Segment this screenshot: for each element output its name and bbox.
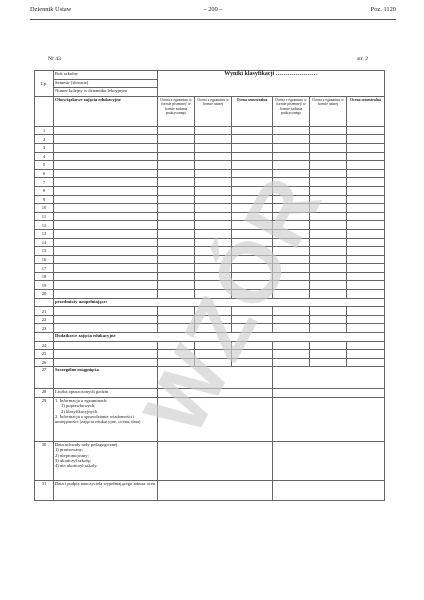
grade-cell[interactable] bbox=[273, 143, 310, 152]
grade-cell[interactable] bbox=[158, 135, 195, 144]
row-number: 17 bbox=[35, 264, 54, 273]
page-number: – 209 – bbox=[203, 6, 223, 13]
grade-cell[interactable] bbox=[273, 126, 310, 135]
row-number: 20 bbox=[35, 290, 54, 299]
grade-cell[interactable] bbox=[310, 161, 347, 170]
grade-cell[interactable] bbox=[310, 238, 347, 247]
subheader bbox=[48, 56, 368, 62]
council-resolution: Data uchwały rady pedagogicznej: 1) promowany; 2) niepromowany; 3) ukończył szkołę; 4) nie ukończył szkoły. bbox=[54, 442, 158, 481]
position-number: Poz. 1120 bbox=[370, 6, 396, 13]
grade-cell[interactable] bbox=[310, 221, 347, 230]
grade-cell[interactable] bbox=[54, 195, 158, 204]
grade-cell[interactable] bbox=[310, 204, 347, 213]
grade-cell[interactable] bbox=[310, 272, 347, 281]
table-row bbox=[35, 247, 385, 256]
row-number: 18 bbox=[35, 272, 54, 281]
teacher-signature: Data i podpis nauczyciela wypełniającego arkusz ocen bbox=[54, 481, 158, 501]
grade-cell[interactable] bbox=[273, 281, 310, 290]
row-number: 6 bbox=[35, 169, 54, 178]
grade-cell[interactable] bbox=[195, 247, 232, 256]
grade-cell[interactable] bbox=[310, 324, 347, 333]
grade-cell[interactable] bbox=[158, 358, 195, 367]
grade-cell[interactable] bbox=[158, 143, 195, 152]
grade-cell[interactable] bbox=[310, 281, 347, 290]
row-number: 9 bbox=[35, 195, 54, 204]
special-achievements-value-1[interactable] bbox=[158, 367, 273, 389]
grade-cell[interactable] bbox=[158, 152, 195, 161]
grade-cell[interactable] bbox=[273, 307, 310, 316]
grade-cell[interactable] bbox=[273, 247, 310, 256]
grade-cell[interactable] bbox=[54, 358, 158, 367]
grade-cell[interactable] bbox=[232, 358, 273, 367]
grade-cell[interactable] bbox=[310, 143, 347, 152]
results-title: Wyniki klasyfikacji ………………… bbox=[158, 71, 385, 97]
grade-cell[interactable] bbox=[310, 212, 347, 221]
grade-cell[interactable] bbox=[158, 212, 195, 221]
row-number: 14 bbox=[35, 238, 54, 247]
grade-cell[interactable] bbox=[54, 126, 158, 135]
grade-cell[interactable] bbox=[232, 126, 273, 135]
grade-cell[interactable] bbox=[347, 358, 385, 367]
grade-cell[interactable] bbox=[54, 169, 158, 178]
grade-cell[interactable] bbox=[158, 315, 195, 324]
grade-cell[interactable] bbox=[158, 255, 195, 264]
grade-cell[interactable] bbox=[232, 143, 273, 152]
grade-cell[interactable] bbox=[195, 126, 232, 135]
grade-cell[interactable] bbox=[310, 255, 347, 264]
grade-cell[interactable] bbox=[195, 358, 232, 367]
grade-cell[interactable] bbox=[158, 221, 195, 230]
row-number: 2 bbox=[35, 135, 54, 144]
row-number: 30 bbox=[35, 442, 54, 481]
table-row bbox=[35, 212, 385, 221]
grade-cell[interactable] bbox=[54, 315, 158, 324]
grade-cell[interactable] bbox=[54, 212, 158, 221]
grade-cell[interactable] bbox=[347, 272, 385, 281]
grade-cell[interactable] bbox=[54, 143, 158, 152]
row-number: 26 bbox=[35, 358, 54, 367]
council-resolution-value-1[interactable] bbox=[158, 442, 273, 481]
grade-cell[interactable] bbox=[347, 281, 385, 290]
row-number: 16 bbox=[35, 255, 54, 264]
grades-table bbox=[34, 70, 385, 501]
table-row bbox=[35, 135, 385, 144]
grade-cell[interactable] bbox=[158, 204, 195, 213]
grade-cell[interactable] bbox=[232, 186, 273, 195]
written-exam-header: Ocena z egzaminu w formie pisemnej/ w formie zadania praktycznego bbox=[158, 96, 195, 126]
grade-cell[interactable] bbox=[54, 290, 158, 299]
grade-cell[interactable] bbox=[232, 178, 273, 187]
grade-cell[interactable] bbox=[195, 161, 232, 170]
grade-cell[interactable] bbox=[232, 221, 273, 230]
grade-cell[interactable] bbox=[273, 221, 310, 230]
council-resolution-value-2[interactable] bbox=[273, 442, 385, 481]
grade-cell[interactable] bbox=[232, 264, 273, 273]
table-row bbox=[35, 255, 385, 264]
grade-cell[interactable] bbox=[273, 186, 310, 195]
grade-cell[interactable] bbox=[232, 152, 273, 161]
grade-cell[interactable] bbox=[158, 350, 195, 359]
exam-info-value-1[interactable] bbox=[158, 398, 273, 442]
grade-cell[interactable] bbox=[54, 161, 158, 170]
table-row bbox=[35, 161, 385, 170]
row-number: 31 bbox=[35, 481, 54, 501]
grade-cell[interactable] bbox=[347, 135, 385, 144]
grade-cell[interactable] bbox=[195, 135, 232, 144]
grade-cell[interactable] bbox=[310, 135, 347, 144]
grade-cell[interactable] bbox=[273, 152, 310, 161]
grade-cell[interactable] bbox=[54, 350, 158, 359]
grade-cell[interactable] bbox=[273, 178, 310, 187]
grade-cell[interactable] bbox=[158, 341, 195, 350]
grade-cell[interactable] bbox=[347, 341, 385, 350]
table-row bbox=[35, 324, 385, 333]
grade-cell[interactable] bbox=[195, 169, 232, 178]
grade-cell[interactable] bbox=[310, 247, 347, 256]
empty-cell bbox=[35, 96, 54, 126]
grade-cell[interactable] bbox=[158, 195, 195, 204]
table-row bbox=[35, 186, 385, 195]
grade-cell[interactable] bbox=[158, 186, 195, 195]
grade-cell[interactable] bbox=[310, 341, 347, 350]
grade-cell[interactable] bbox=[232, 161, 273, 170]
school-year-label: Rok szkolny bbox=[54, 71, 158, 80]
exam-info: 1. Informacja o egzaminach: 1) poprawkowych; 2) klasyfikacyjnych. 2. Informacja o sprawdzianie wiadomości i umiejętności (zajęcia edukacyjne, ocena, data) bbox=[54, 398, 158, 442]
missed-hours-value-1[interactable] bbox=[158, 389, 273, 398]
grade-cell[interactable] bbox=[54, 238, 158, 247]
grade-cell[interactable] bbox=[310, 152, 347, 161]
grade-cell[interactable] bbox=[347, 212, 385, 221]
grade-cell[interactable] bbox=[232, 204, 273, 213]
grade-cell[interactable] bbox=[54, 135, 158, 144]
grade-cell[interactable] bbox=[158, 178, 195, 187]
grade-cell[interactable] bbox=[195, 290, 232, 299]
row-number: 21 bbox=[35, 307, 54, 316]
grade-cell[interactable] bbox=[232, 212, 273, 221]
grade-cell[interactable] bbox=[54, 264, 158, 273]
row-number: 29 bbox=[35, 398, 54, 442]
grade-cell[interactable] bbox=[158, 169, 195, 178]
grade-cell[interactable] bbox=[232, 195, 273, 204]
obligatory-subjects-header: Obowiązkowe zajęcia edukacyjne bbox=[54, 96, 158, 126]
grade-cell[interactable] bbox=[310, 358, 347, 367]
grade-cell[interactable] bbox=[54, 307, 158, 316]
grade-cell[interactable] bbox=[273, 255, 310, 264]
grade-cell[interactable] bbox=[158, 272, 195, 281]
grade-cell[interactable] bbox=[310, 350, 347, 359]
semester-label: Semestr (słownie) bbox=[54, 79, 158, 88]
grade-cell[interactable] bbox=[273, 290, 310, 299]
table-row bbox=[35, 307, 385, 316]
header-rule bbox=[30, 19, 396, 20]
table-row bbox=[35, 264, 385, 273]
supplementary-subjects-header: przedmioty uzupełniające: bbox=[54, 298, 385, 307]
grade-cell[interactable] bbox=[195, 350, 232, 359]
grade-cell[interactable] bbox=[273, 358, 310, 367]
table-row bbox=[35, 195, 385, 204]
grade-cell[interactable] bbox=[195, 195, 232, 204]
grade-cell[interactable] bbox=[310, 307, 347, 316]
grade-cell[interactable] bbox=[310, 169, 347, 178]
table-row bbox=[35, 290, 385, 299]
grade-cell[interactable] bbox=[158, 229, 195, 238]
grade-cell[interactable] bbox=[195, 281, 232, 290]
grade-cell[interactable] bbox=[54, 255, 158, 264]
row-number: 28 bbox=[35, 389, 54, 398]
grade-cell[interactable] bbox=[158, 324, 195, 333]
grade-cell[interactable] bbox=[273, 212, 310, 221]
semester-grade-header: Ocena semestralna bbox=[232, 96, 273, 126]
row-number: 3 bbox=[35, 143, 54, 152]
row-number: 27 bbox=[35, 367, 54, 389]
grade-cell[interactable] bbox=[310, 229, 347, 238]
row-number: 23 bbox=[35, 324, 54, 333]
row-number: 7 bbox=[35, 178, 54, 187]
grade-cell[interactable] bbox=[54, 324, 158, 333]
oral-exam-header-2: Ocena z egzaminu w formie ustnej bbox=[310, 96, 347, 126]
grade-cell[interactable] bbox=[54, 152, 158, 161]
extra-activities-header: Dodatkowe zajęcia edukacyjne bbox=[54, 333, 385, 342]
grade-cell[interactable] bbox=[158, 238, 195, 247]
grade-cell[interactable] bbox=[310, 178, 347, 187]
grade-cell[interactable] bbox=[347, 186, 385, 195]
grade-cell[interactable] bbox=[273, 229, 310, 238]
grade-cell[interactable] bbox=[195, 152, 232, 161]
grade-cell[interactable] bbox=[273, 195, 310, 204]
grade-cell[interactable] bbox=[310, 126, 347, 135]
missed-hours-value-2[interactable] bbox=[273, 389, 385, 398]
missed-hours: Liczba opuszczonych godzin bbox=[54, 389, 158, 398]
grade-cell[interactable] bbox=[273, 161, 310, 170]
register-number-label: Numer kolejny w dzienniku lekcyjnym bbox=[54, 88, 158, 97]
grade-cell[interactable] bbox=[347, 264, 385, 273]
table-row bbox=[35, 350, 385, 359]
row-number: 10 bbox=[35, 204, 54, 213]
grade-cell[interactable] bbox=[195, 324, 232, 333]
oral-exam-header: Ocena z egzaminu w formie ustnej bbox=[195, 96, 232, 126]
grade-cell[interactable] bbox=[273, 135, 310, 144]
sheet-page: str. 2 bbox=[357, 56, 368, 62]
table-row bbox=[35, 143, 385, 152]
grade-cell[interactable] bbox=[54, 341, 158, 350]
grade-cell[interactable] bbox=[347, 290, 385, 299]
lp-header: Lp. bbox=[35, 71, 54, 97]
grade-cell[interactable] bbox=[273, 324, 310, 333]
grade-cell[interactable] bbox=[232, 341, 273, 350]
grade-cell[interactable] bbox=[195, 272, 232, 281]
grade-cell[interactable] bbox=[195, 341, 232, 350]
grade-cell[interactable] bbox=[347, 324, 385, 333]
watermark: WZÓR bbox=[126, 158, 342, 450]
grade-cell[interactable] bbox=[232, 135, 273, 144]
table-row bbox=[35, 315, 385, 324]
grade-cell[interactable] bbox=[232, 247, 273, 256]
grade-cell[interactable] bbox=[310, 290, 347, 299]
grade-cell[interactable] bbox=[347, 126, 385, 135]
row-number: 8 bbox=[35, 186, 54, 195]
special-achievements-value-2[interactable] bbox=[273, 367, 385, 389]
grade-cell[interactable] bbox=[54, 229, 158, 238]
grade-cell[interactable] bbox=[232, 281, 273, 290]
grade-cell[interactable] bbox=[158, 290, 195, 299]
grade-cell[interactable] bbox=[273, 169, 310, 178]
written-exam-header-2: Ocena z egzaminu w formie pisemnej/ w formie zadania praktycznego bbox=[273, 96, 310, 126]
grade-cell[interactable] bbox=[195, 229, 232, 238]
table-row bbox=[35, 221, 385, 230]
teacher-signature-value-1[interactable] bbox=[158, 481, 273, 501]
grade-cell[interactable] bbox=[158, 264, 195, 273]
table-row bbox=[35, 281, 385, 290]
grade-cell[interactable] bbox=[54, 221, 158, 230]
row-number: 24 bbox=[35, 341, 54, 350]
grade-cell[interactable] bbox=[195, 264, 232, 273]
grade-cell[interactable] bbox=[54, 204, 158, 213]
table-row bbox=[35, 229, 385, 238]
grade-cell[interactable] bbox=[195, 143, 232, 152]
grade-cell[interactable] bbox=[195, 212, 232, 221]
grade-cell[interactable] bbox=[232, 315, 273, 324]
grade-cell[interactable] bbox=[347, 152, 385, 161]
grade-cell[interactable] bbox=[195, 186, 232, 195]
row-number: 11 bbox=[35, 212, 54, 221]
grade-cell[interactable] bbox=[232, 255, 273, 264]
grade-cell[interactable] bbox=[347, 238, 385, 247]
grade-cell[interactable] bbox=[54, 186, 158, 195]
grade-cell[interactable] bbox=[347, 229, 385, 238]
grade-cell[interactable] bbox=[158, 281, 195, 290]
grade-cell[interactable] bbox=[232, 229, 273, 238]
grade-cell[interactable] bbox=[232, 238, 273, 247]
semester-grade-header-2: Ocena semestralna bbox=[347, 96, 385, 126]
grade-cell[interactable] bbox=[273, 272, 310, 281]
grade-cell[interactable] bbox=[347, 307, 385, 316]
grade-cell[interactable] bbox=[232, 169, 273, 178]
grade-cell[interactable] bbox=[195, 238, 232, 247]
grade-cell[interactable] bbox=[347, 195, 385, 204]
grade-cell[interactable] bbox=[347, 247, 385, 256]
grade-cell[interactable] bbox=[273, 315, 310, 324]
row-number: 15 bbox=[35, 247, 54, 256]
grade-cell[interactable] bbox=[347, 161, 385, 170]
grade-cell[interactable] bbox=[232, 350, 273, 359]
row-number: 4 bbox=[35, 152, 54, 161]
grade-cell[interactable] bbox=[310, 264, 347, 273]
grade-cell[interactable] bbox=[232, 290, 273, 299]
grade-cell[interactable] bbox=[195, 221, 232, 230]
row-number: 1 bbox=[35, 126, 54, 135]
grade-cell[interactable] bbox=[347, 178, 385, 187]
grade-cell[interactable] bbox=[310, 186, 347, 195]
table-row bbox=[35, 341, 385, 350]
grade-cell[interactable] bbox=[347, 255, 385, 264]
table-row bbox=[35, 204, 385, 213]
grade-cell[interactable] bbox=[347, 315, 385, 324]
grade-cell[interactable] bbox=[54, 247, 158, 256]
row-number: 19 bbox=[35, 281, 54, 290]
table-row bbox=[35, 358, 385, 367]
grade-cell[interactable] bbox=[232, 324, 273, 333]
table-row bbox=[35, 272, 385, 281]
form-number: Nr 43 bbox=[48, 56, 61, 62]
grade-cell[interactable] bbox=[54, 178, 158, 187]
grade-cell[interactable] bbox=[195, 255, 232, 264]
grade-cell[interactable] bbox=[195, 178, 232, 187]
row-number: 12 bbox=[35, 221, 54, 230]
table-row bbox=[35, 169, 385, 178]
grade-cell[interactable] bbox=[347, 204, 385, 213]
teacher-signature-value-2[interactable] bbox=[273, 481, 385, 501]
grade-cell[interactable] bbox=[195, 204, 232, 213]
grade-cell[interactable] bbox=[347, 169, 385, 178]
row-number: 22 bbox=[35, 315, 54, 324]
grade-cell[interactable] bbox=[232, 272, 273, 281]
table-row bbox=[35, 152, 385, 161]
table-row bbox=[35, 238, 385, 247]
page-header bbox=[30, 6, 396, 18]
row-number: 25 bbox=[35, 350, 54, 359]
grade-cell[interactable] bbox=[273, 350, 310, 359]
grade-cell[interactable] bbox=[347, 221, 385, 230]
grade-cell[interactable] bbox=[273, 238, 310, 247]
grade-cell[interactable] bbox=[54, 281, 158, 290]
grade-cell[interactable] bbox=[273, 204, 310, 213]
row-number: 13 bbox=[35, 229, 54, 238]
grade-cell[interactable] bbox=[54, 272, 158, 281]
grade-cell[interactable] bbox=[347, 350, 385, 359]
row-number: 5 bbox=[35, 161, 54, 170]
table-row bbox=[35, 126, 385, 135]
grade-cell[interactable] bbox=[158, 126, 195, 135]
grade-cell[interactable] bbox=[158, 161, 195, 170]
table-row bbox=[35, 178, 385, 187]
grade-cell[interactable] bbox=[158, 307, 195, 316]
grade-cell[interactable] bbox=[310, 195, 347, 204]
grade-cell[interactable] bbox=[195, 315, 232, 324]
journal-name: Dziennik Ustaw bbox=[30, 6, 72, 13]
grade-cell[interactable] bbox=[158, 247, 195, 256]
grade-cell[interactable] bbox=[273, 341, 310, 350]
special-achievements: Szczególne osiągnięcia bbox=[54, 367, 158, 389]
grade-cell[interactable] bbox=[310, 315, 347, 324]
grade-cell[interactable] bbox=[273, 264, 310, 273]
grade-cell[interactable] bbox=[232, 307, 273, 316]
grade-cell[interactable] bbox=[347, 143, 385, 152]
grade-cell[interactable] bbox=[195, 307, 232, 316]
exam-info-value-2[interactable] bbox=[273, 398, 385, 442]
